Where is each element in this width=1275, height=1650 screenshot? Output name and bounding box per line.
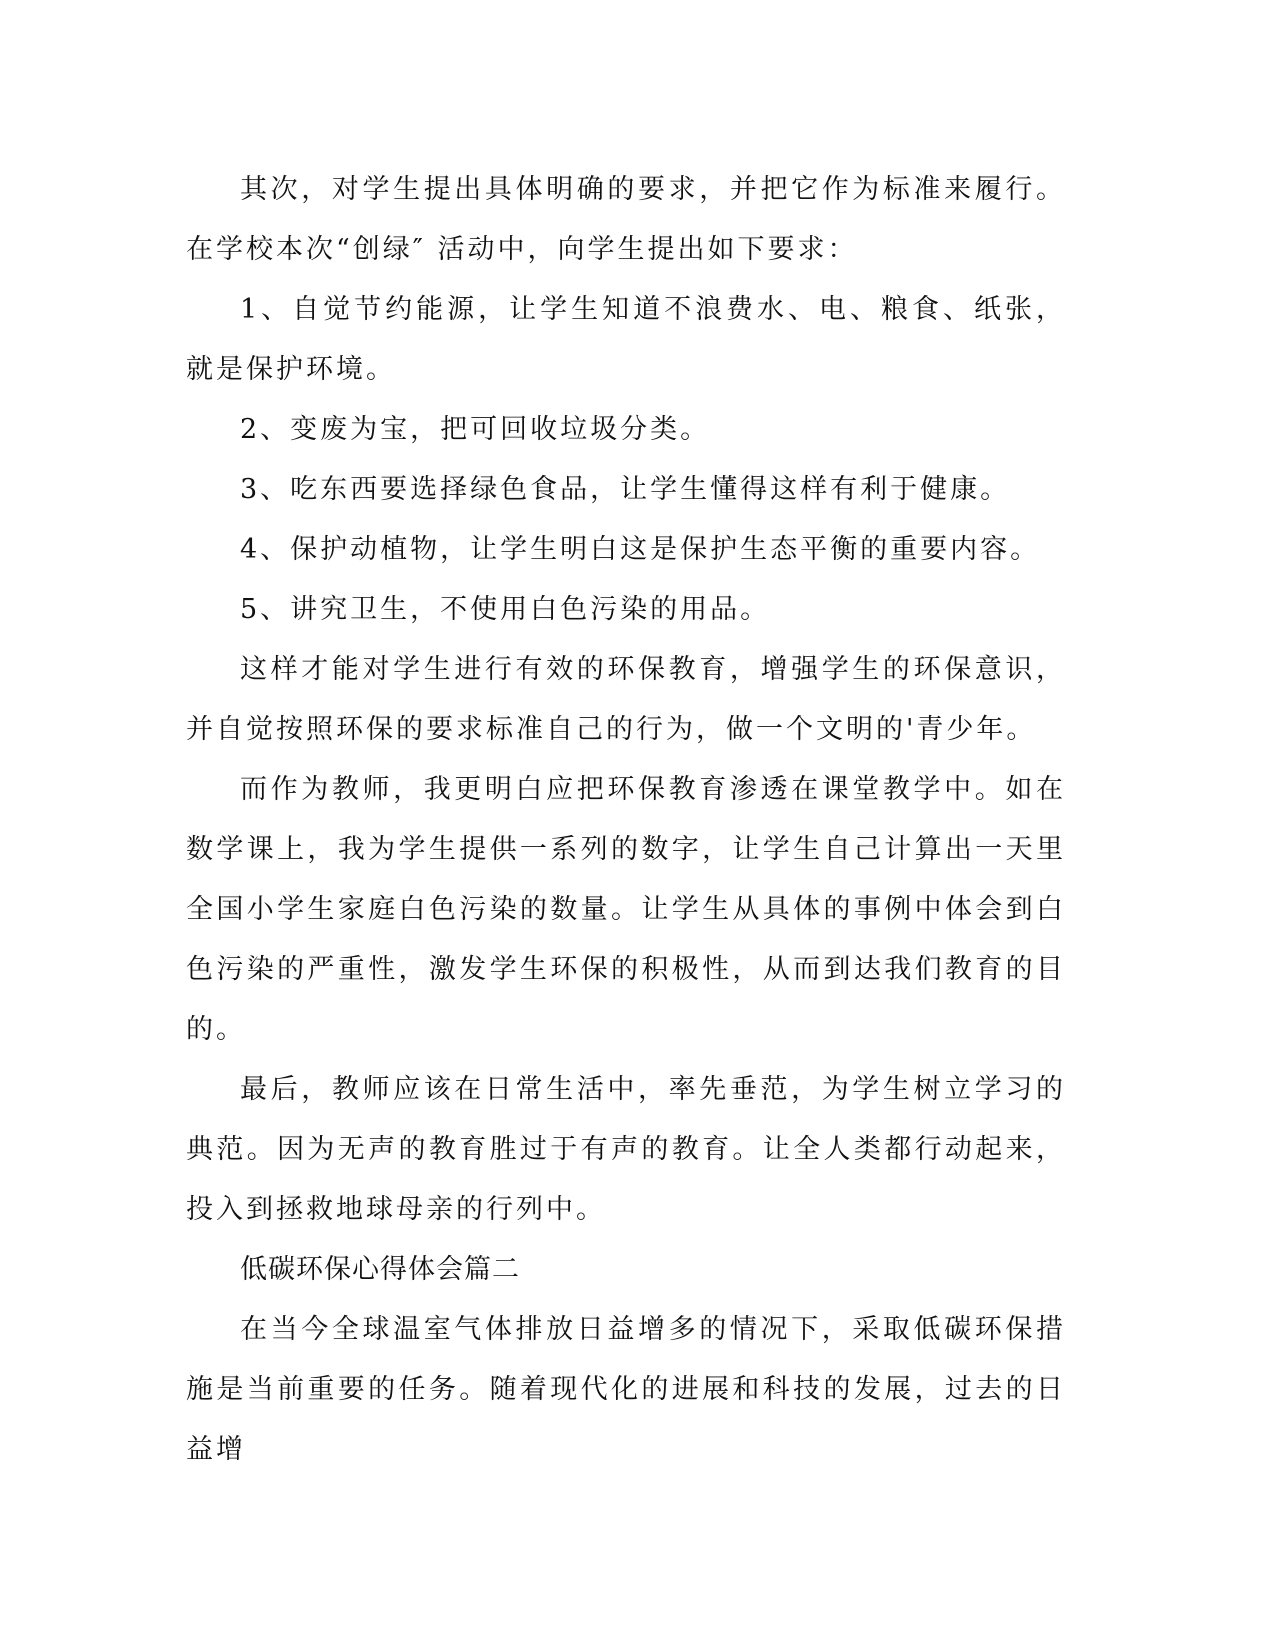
list-item-1: 1、自觉节约能源，让学生知道不浪费水、电、粮食、纸张，就是保护环境。 xyxy=(186,294,1066,385)
paragraph-conclusion: 这样才能对学生进行有效的环保教育，增强学生的环保意识，并自觉按照环保的要求标准自己的行为，做一个文明的'青少年。 xyxy=(186,654,1066,745)
paragraph-requirements-intro: 其次，对学生提出具体明确的要求，并把它作为标准来履行。在学校本次“创绿″ 活动中，向学生提出如下要求： xyxy=(186,174,1066,265)
document-body xyxy=(186,160,1066,1480)
list-item-3: 3、吃东西要选择绿色食品，让学生懂得这样有利于健康。 xyxy=(240,474,1011,505)
paragraph-teacher-role: 而作为教师，我更明白应把环保教育渗透在课堂教学中。如在数学课上，我为学生提供一系列的数字，让学生自己计算出一天里全国小学生家庭白色污染的数量。让学生从具体的事例中体会到白色污染的严重性，激发学生环保的积极性，从而到达我们教育的目的。 xyxy=(186,774,1066,1045)
list-item-2: 2、变废为宝，把可回收垃圾分类。 xyxy=(240,414,711,445)
paragraph-final: 最后，教师应该在日常生活中，率先垂范，为学生树立学习的典范。因为无声的教育胜过于有声的教育。让全人类都行动起来，投入到拯救地球母亲的行列中。 xyxy=(186,1074,1066,1225)
list-item-4: 4、保护动植物，让学生明白这是保护生态平衡的重要内容。 xyxy=(240,534,1041,565)
paragraph-section-two-intro: 在当今全球温室气体排放日益增多的情况下，采取低碳环保措施是当前重要的任务。随着现代化的进展和科技的发展，过去的日益增 xyxy=(186,1314,1066,1465)
list-item-5: 5、讲究卫生，不使用白色污染的用品。 xyxy=(240,594,771,625)
section-heading: 低碳环保心得体会篇二 xyxy=(240,1254,520,1285)
